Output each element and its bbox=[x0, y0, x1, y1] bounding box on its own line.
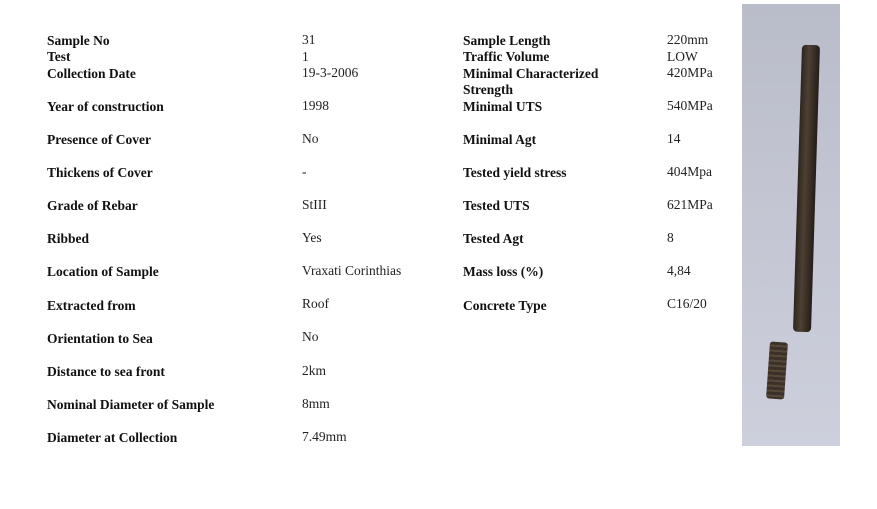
label-test: Test bbox=[47, 49, 71, 64]
label-collection-date: Collection Date bbox=[47, 66, 136, 81]
value-nominal-diameter: 8mm bbox=[302, 396, 330, 411]
value-thickens-of-cover: - bbox=[302, 164, 307, 179]
rebar-short-piece bbox=[766, 341, 788, 399]
rebar-long-piece bbox=[793, 45, 820, 332]
value-minimal-uts: 540MPa bbox=[667, 98, 713, 113]
label-diameter-at-collection: Diameter at Collection bbox=[47, 430, 178, 445]
value-grade-of-rebar: StIII bbox=[302, 197, 327, 212]
label-sample-no: Sample No bbox=[47, 33, 110, 48]
label-traffic-volume: Traffic Volume bbox=[463, 49, 550, 64]
value-diameter-at-collection: 7.49mm bbox=[302, 429, 347, 444]
label-concrete-type: Concrete Type bbox=[463, 298, 547, 313]
label-tested-uts: Tested UTS bbox=[463, 198, 530, 213]
value-minimal-characterized-strength: 420MPa bbox=[667, 65, 713, 80]
value-location-of-sample: Vraxati Corinthias bbox=[302, 263, 402, 278]
label-ribbed: Ribbed bbox=[47, 231, 90, 246]
value-extracted-from: Roof bbox=[302, 296, 329, 311]
label-tested-yield-stress: Tested yield stress bbox=[463, 165, 567, 180]
label-orientation-to-sea: Orientation to Sea bbox=[47, 331, 153, 346]
rebar-sample-photo bbox=[742, 4, 840, 446]
label-thickens-of-cover: Thickens of Cover bbox=[47, 165, 153, 180]
label-grade-of-rebar: Grade of Rebar bbox=[47, 198, 138, 213]
label-minimal-agt: Minimal Agt bbox=[463, 132, 537, 147]
label-extracted-from: Extracted from bbox=[47, 298, 136, 313]
value-ribbed: Yes bbox=[302, 230, 322, 245]
value-tested-yield-stress: 404Mpa bbox=[667, 164, 712, 179]
label-minimal-characterized-strength: Strength bbox=[463, 82, 514, 97]
value-concrete-type: C16/20 bbox=[667, 296, 707, 311]
value-collection-date: 19-3-2006 bbox=[302, 65, 359, 80]
label-tested-agt: Tested Agt bbox=[463, 231, 524, 246]
value-mass-loss: 4,84 bbox=[667, 263, 691, 278]
label-sample-length: Sample Length bbox=[463, 33, 551, 48]
value-traffic-volume: LOW bbox=[667, 49, 698, 64]
value-sample-no: 31 bbox=[302, 32, 316, 47]
value-tested-uts: 621MPa bbox=[667, 197, 713, 212]
value-year-of-construction: 1998 bbox=[302, 98, 329, 113]
label-year-of-construction: Year of construction bbox=[47, 99, 164, 114]
label-minimal-uts: Minimal UTS bbox=[463, 99, 543, 114]
label-presence-of-cover: Presence of Cover bbox=[47, 132, 151, 147]
value-minimal-agt: 14 bbox=[667, 131, 681, 146]
value-presence-of-cover: No bbox=[302, 131, 319, 146]
value-distance-to-sea-front: 2km bbox=[302, 363, 327, 378]
value-tested-agt: 8 bbox=[667, 230, 674, 245]
label-mass-loss: Mass loss (%) bbox=[463, 264, 544, 279]
label-location-of-sample: Location of Sample bbox=[47, 264, 159, 279]
label-minimal-characterized: Minimal Characterized bbox=[463, 66, 599, 81]
label-distance-to-sea-front: Distance to sea front bbox=[47, 364, 165, 379]
label-nominal-diameter: Nominal Diameter of Sample bbox=[47, 397, 215, 412]
value-sample-length: 220mm bbox=[667, 32, 709, 47]
value-orientation-to-sea: No bbox=[302, 329, 319, 344]
value-test: 1 bbox=[302, 49, 309, 64]
